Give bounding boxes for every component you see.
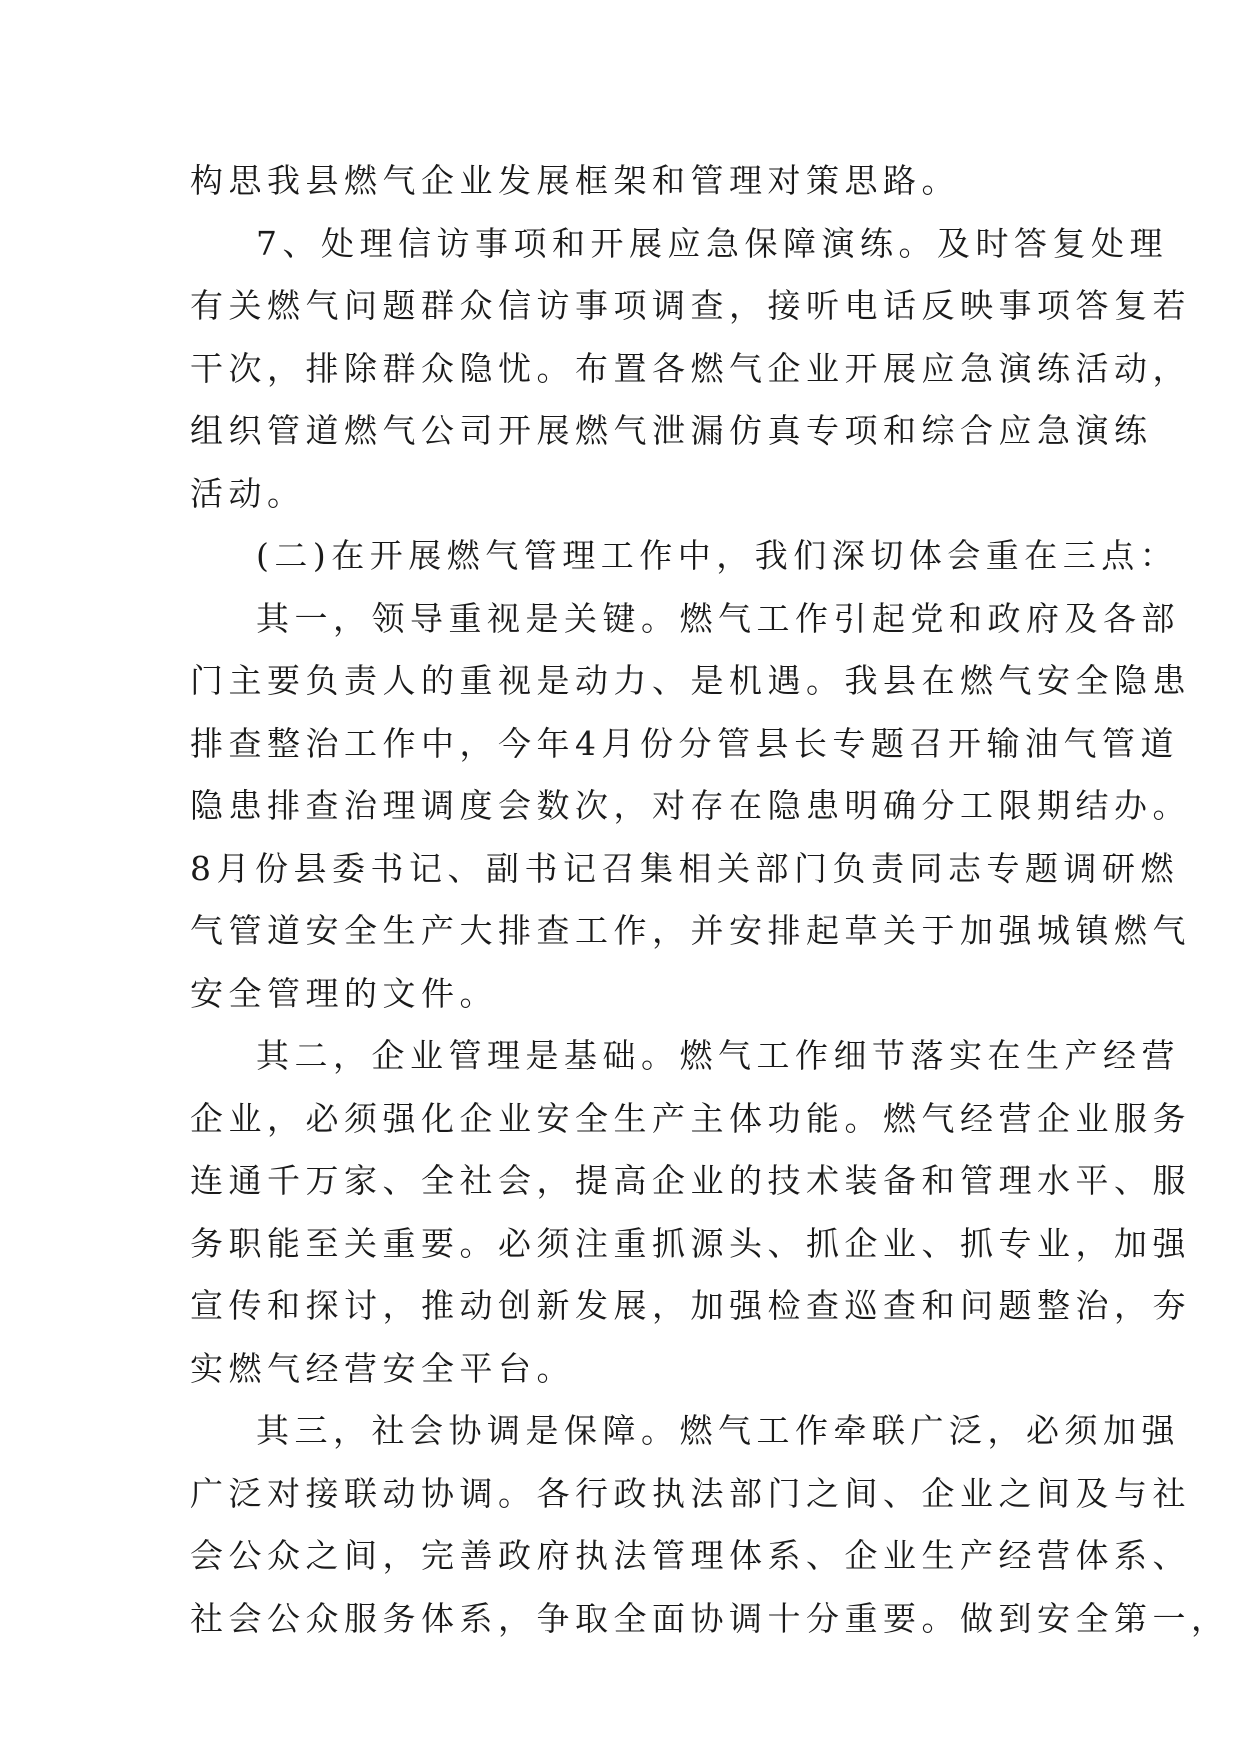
text-line: 门主要负责人的重视是动力、是机遇。我县在燃气安全隐患 (190, 661, 1191, 700)
text-line: 其二，企业管理是基础。燃气工作细节落实在生产经营 (256, 1036, 1180, 1075)
text-line: 有关燃气问题群众信访事项调查，接听电话反映事项答复若 (190, 286, 1191, 325)
body-text (190, 150, 1230, 1650)
text-line: 隐患排查治理调度会数次，对存在隐患明确分工限期结办。 (190, 786, 1191, 825)
text-line: 实燃气经营安全平台。 (190, 1348, 575, 1388)
text-line: 干次，排除群众隐忧。布置各燃气企业开展应急演练活动， (190, 348, 1191, 388)
text-line: 构思我县燃气企业发展框架和管理对策思路。 (190, 161, 960, 200)
section-heading: (二)在开展燃气管理工作中，我们深切体会重在三点： (256, 536, 1179, 575)
text-line: 8月份县委书记、副书记召集相关部门负责同志专题调研燃 (190, 848, 1179, 888)
text-line: 其三，社会协调是保障。燃气工作牵联广泛，必须加强 (256, 1411, 1180, 1450)
text-line: 宣传和探讨，推动创新发展，加强检查巡查和问题整治，夯 (190, 1286, 1191, 1325)
text-line: 活动。 (190, 473, 306, 513)
text-line: 气管道安全生产大排查工作，并安排起草关于加强城镇燃气 (190, 911, 1191, 950)
text-line: 排查整治工作中，今年4月份分管县长专题召开输油气管道 (190, 723, 1179, 763)
text-line: 企业，必须强化企业安全生产主体功能。燃气经营企业服务 (190, 1098, 1191, 1138)
text-line: 务职能至关重要。必须注重抓源头、抓企业、抓专业，加强 (190, 1223, 1191, 1263)
text-line: 其一，领导重视是关键。燃气工作引起党和政府及各部 (256, 598, 1180, 638)
text-line: 组织管道燃气公司开展燃气泄漏仿真专项和综合应急演练 (190, 411, 1153, 450)
text-line: 安全管理的文件。 (190, 973, 498, 1013)
text-line: 广泛对接联动协调。各行政执法部门之间、企业之间及与社 (190, 1473, 1191, 1513)
text-line: 7、处理信访事项和开展应急保障演练。及时答复处理 (256, 223, 1168, 263)
text-line: 社会公众服务体系，争取全面协调十分重要。做到安全第一， (190, 1598, 1230, 1638)
text-line: 连通千万家、全社会，提高企业的技术装备和管理水平、服 (190, 1161, 1191, 1200)
text-line: 会公众之间，完善政府执法管理体系、企业生产经营体系、 (190, 1536, 1191, 1575)
